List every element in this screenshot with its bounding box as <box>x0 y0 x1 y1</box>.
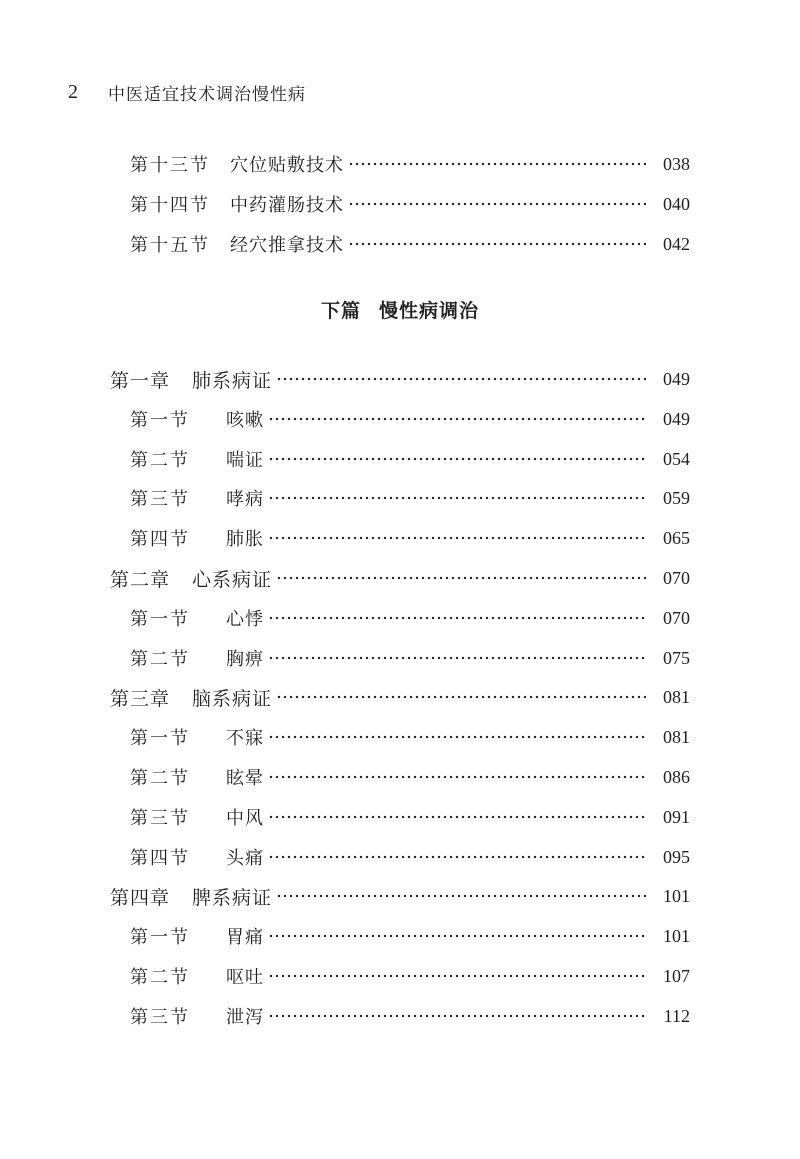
section-title: 中风 <box>226 808 264 829</box>
entry-label <box>130 231 344 257</box>
entry-label <box>110 883 272 910</box>
entry-label <box>110 366 272 393</box>
section-title: 胃痛 <box>226 927 264 948</box>
page-ref: 059 <box>663 487 690 508</box>
entry-label <box>130 446 264 472</box>
toc-chapter-entry[interactable] <box>0 563 800 593</box>
section-title: 穴位贴敷技术 <box>230 155 344 176</box>
section-title: 呕吐 <box>226 967 264 988</box>
section-number: 第三节 <box>130 489 190 510</box>
entry-label <box>130 844 264 870</box>
page-ref: 091 <box>663 806 690 827</box>
dot-leader <box>268 653 646 663</box>
section-title: 经穴推拿技术 <box>230 235 344 256</box>
section-number: 第二节 <box>130 967 190 988</box>
entry-label <box>130 804 264 830</box>
dot-leader <box>268 493 646 503</box>
dot-leader <box>276 891 646 901</box>
entry-label <box>130 485 264 511</box>
toc-section-entry[interactable] <box>0 483 800 513</box>
section-number: 第十四节 <box>130 195 210 216</box>
toc-chapter-entry[interactable] <box>0 682 800 712</box>
toc-section-entry[interactable] <box>0 404 800 434</box>
section-number: 第一节 <box>130 609 190 630</box>
section-title: 哮病 <box>226 489 264 510</box>
page-ref: 042 <box>663 233 690 254</box>
part-title: 慢性病调治 <box>379 300 480 322</box>
dot-leader <box>268 1011 646 1021</box>
chapter-title: 心系病证 <box>192 568 273 591</box>
toc-section-entry[interactable] <box>0 603 800 633</box>
entry-label <box>130 724 264 750</box>
entry-label <box>130 963 264 989</box>
page-ref: 049 <box>663 408 690 429</box>
entry-label <box>110 565 272 592</box>
entry-label <box>130 923 264 949</box>
page-ref: 075 <box>663 647 690 668</box>
dot-leader <box>348 159 646 169</box>
dot-leader <box>268 454 646 464</box>
part-label: 下篇 <box>320 300 361 322</box>
section-number: 第一节 <box>130 410 190 431</box>
section-title: 喘证 <box>226 450 264 471</box>
dot-leader <box>276 573 646 583</box>
dot-leader <box>268 414 646 424</box>
toc-section-entry[interactable] <box>0 189 800 219</box>
page-ref: 054 <box>663 448 690 469</box>
section-title: 眩晕 <box>226 768 264 789</box>
page-ref: 038 <box>663 153 690 174</box>
toc-section-entry[interactable] <box>0 1001 800 1031</box>
section-number: 第四节 <box>130 529 190 550</box>
toc-section-entry[interactable] <box>0 149 800 179</box>
book-title: 中医适宜技术调治慢性病 <box>108 84 306 105</box>
page-ref: 065 <box>663 527 690 548</box>
section-title: 泄泻 <box>226 1007 264 1028</box>
dot-leader <box>268 931 646 941</box>
toc-section-entry[interactable] <box>0 802 800 832</box>
entry-label <box>130 645 264 671</box>
section-number: 第二节 <box>130 450 190 471</box>
entry-label <box>130 191 344 217</box>
dot-leader <box>276 692 646 702</box>
dot-leader <box>276 374 646 384</box>
chapter-title: 脑系病证 <box>192 687 273 710</box>
entry-label <box>130 605 264 631</box>
section-number: 第十五节 <box>130 235 210 256</box>
page-ref: 101 <box>663 925 690 946</box>
dot-leader <box>348 239 646 249</box>
page-ref: 070 <box>663 607 690 628</box>
page-ref: 095 <box>663 846 690 867</box>
chapter-number: 第一章 <box>110 369 171 392</box>
dot-leader <box>268 852 646 862</box>
entry-label <box>110 684 272 711</box>
dot-leader <box>268 772 646 782</box>
toc-section-entry[interactable] <box>0 842 800 872</box>
page-ref: 086 <box>663 766 690 787</box>
page-ref: 081 <box>663 686 690 707</box>
section-number: 第三节 <box>130 808 190 829</box>
chapter-title: 肺系病证 <box>192 369 273 392</box>
entry-label <box>130 1003 264 1029</box>
section-number: 第三节 <box>130 1007 190 1028</box>
toc-section-entry[interactable] <box>0 523 800 553</box>
section-number: 第二节 <box>130 768 190 789</box>
toc-section-entry[interactable] <box>0 444 800 474</box>
section-number: 第二节 <box>130 649 190 670</box>
section-number: 第四节 <box>130 848 190 869</box>
page-ref: 081 <box>663 726 690 747</box>
page-ref: 070 <box>663 567 690 588</box>
entry-label <box>130 406 264 432</box>
page-ref: 112 <box>663 1005 690 1026</box>
toc-chapter-entry[interactable] <box>0 881 800 911</box>
chapter-number: 第二章 <box>110 568 171 591</box>
entry-label <box>130 525 264 551</box>
section-title: 肺胀 <box>226 529 264 550</box>
part-heading <box>0 296 800 323</box>
section-title: 胸痹 <box>226 649 264 670</box>
toc-section-entry[interactable] <box>0 921 800 951</box>
section-number: 第一节 <box>130 728 190 749</box>
toc-section-entry[interactable] <box>0 722 800 752</box>
page-number: 2 <box>68 80 78 103</box>
dot-leader <box>268 613 646 623</box>
toc-chapter-entry[interactable] <box>0 364 800 394</box>
dot-leader <box>268 732 646 742</box>
chapter-title: 脾系病证 <box>192 886 273 909</box>
page-ref: 049 <box>663 368 690 389</box>
toc-section-entry[interactable] <box>0 643 800 673</box>
section-title: 不寐 <box>226 728 264 749</box>
toc-section-entry[interactable] <box>0 961 800 991</box>
section-number: 第一节 <box>130 927 190 948</box>
section-title: 心悸 <box>226 609 264 630</box>
page-ref: 107 <box>663 965 690 986</box>
toc-section-entry[interactable] <box>0 762 800 792</box>
page-ref: 101 <box>663 885 690 906</box>
section-number: 第十三节 <box>130 155 210 176</box>
dot-leader <box>348 199 646 209</box>
section-title: 中药灌肠技术 <box>230 195 344 216</box>
entry-label <box>130 764 264 790</box>
chapter-number: 第四章 <box>110 886 171 909</box>
toc-section-entry[interactable] <box>0 229 800 259</box>
section-title: 头痛 <box>226 848 264 869</box>
section-title: 咳嗽 <box>226 410 264 431</box>
page-ref: 040 <box>663 193 690 214</box>
entry-label <box>130 151 344 177</box>
dot-leader <box>268 971 646 981</box>
dot-leader <box>268 533 646 543</box>
dot-leader <box>268 812 646 822</box>
chapter-number: 第三章 <box>110 687 171 710</box>
